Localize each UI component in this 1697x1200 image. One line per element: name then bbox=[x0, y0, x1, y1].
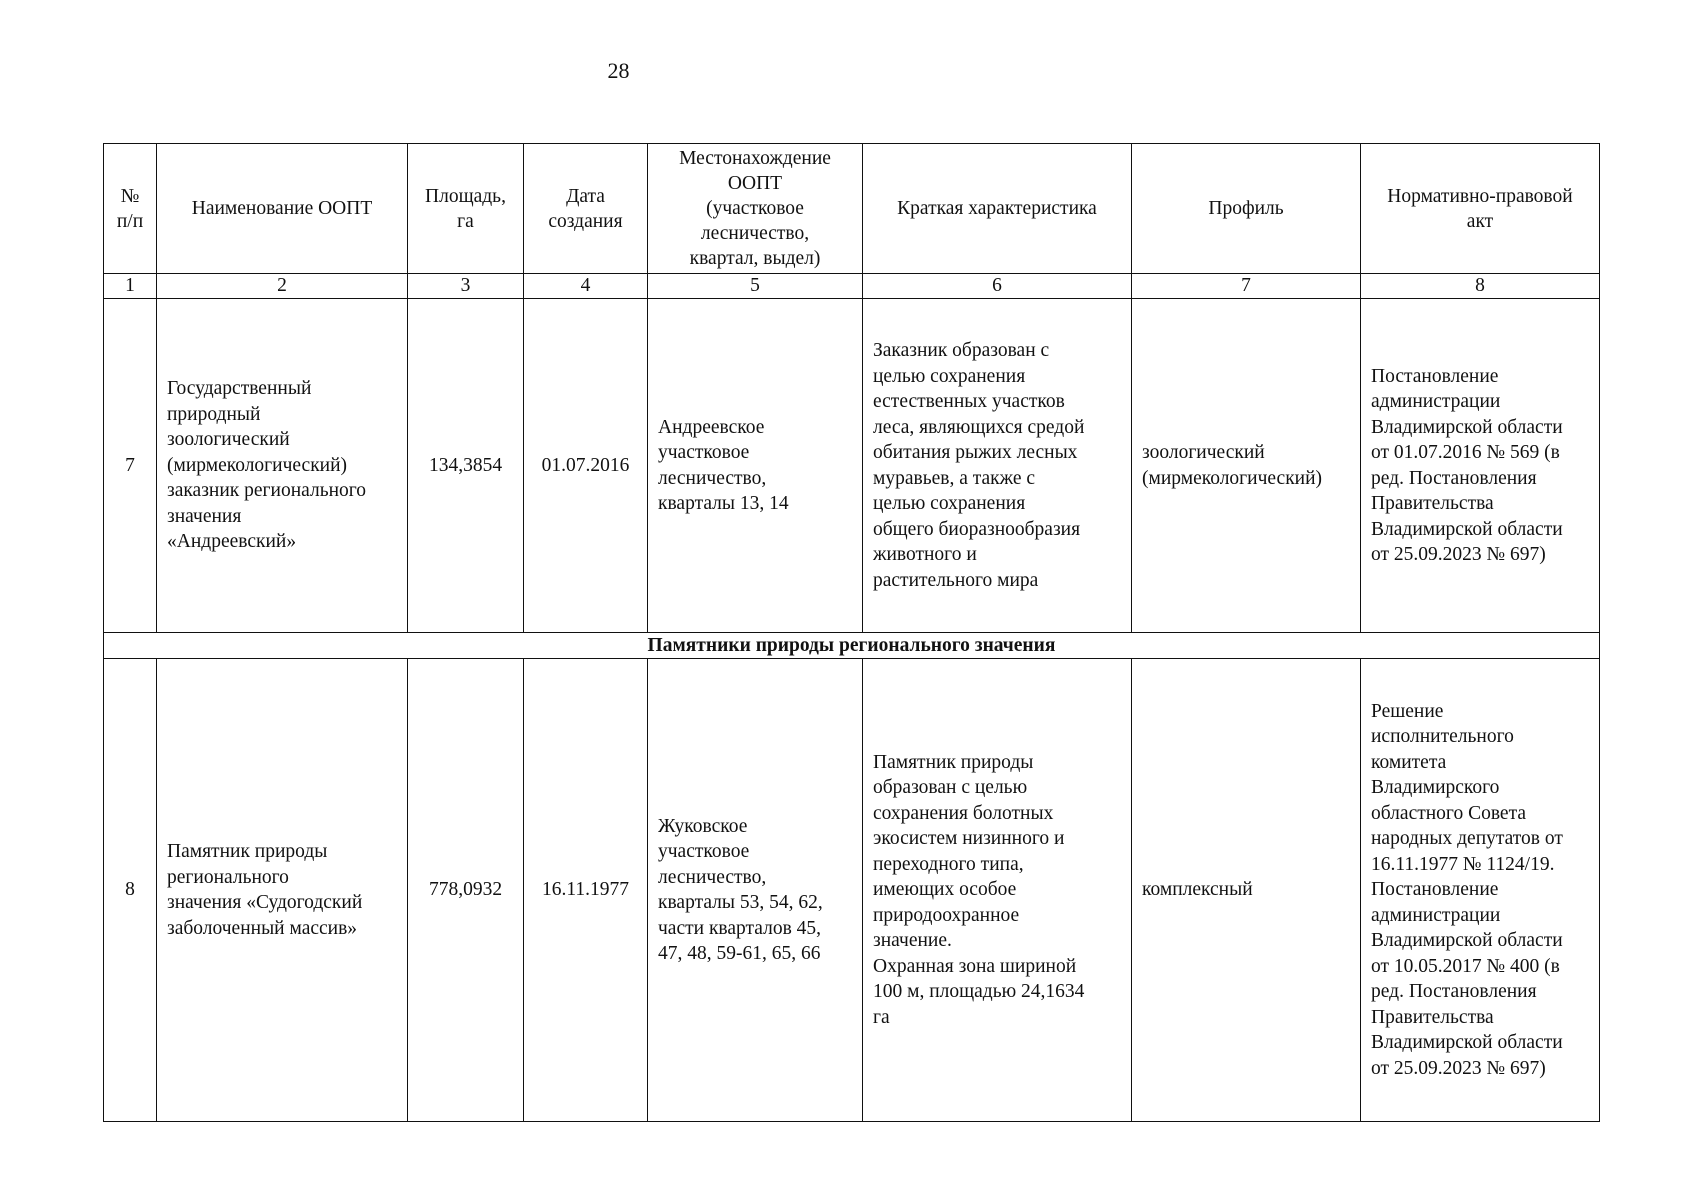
header-name: Наименование ООПТ bbox=[157, 144, 408, 274]
row-number: 7 bbox=[104, 299, 157, 633]
column-number: 3 bbox=[408, 274, 524, 299]
column-number: 7 bbox=[1132, 274, 1361, 299]
header-description: Краткая характеристика bbox=[863, 144, 1132, 274]
column-number: 6 bbox=[863, 274, 1132, 299]
header-area: Площадь, га bbox=[408, 144, 524, 274]
section-heading-row bbox=[104, 633, 1600, 659]
creation-date: 16.11.1977 bbox=[524, 659, 648, 1122]
section-title: Памятники природы регионального значения bbox=[104, 633, 1600, 659]
location: Андреевское участковое лесничество, кварталы 13, 14 bbox=[648, 299, 863, 633]
table-row bbox=[104, 659, 1600, 1122]
row-number: 8 bbox=[104, 659, 157, 1122]
table-header-row bbox=[104, 144, 1600, 274]
column-number-row bbox=[104, 274, 1600, 299]
legal-act: Решение исполнительного комитета Владимирского областного Совета народных депутатов от 16.11.1977 № 1124/19. Постановление администрации Владимирской области от 10.05.2017 № 400 (в ред. Постановления Правительства Владимирской области от 25.09.2023 № 697) bbox=[1361, 659, 1600, 1122]
legal-act: Постановление администрации Владимирской области от 01.07.2016 № 569 (в ред. Постановления Правительства Владимирской области от 25.09.2023 № 697) bbox=[1361, 299, 1600, 633]
location: Жуковское участковое лесничество, кварталы 53, 54, 62, части кварталов 45, 47, 48, 59-61, 65, 66 bbox=[648, 659, 863, 1122]
column-number: 5 bbox=[648, 274, 863, 299]
area-name: Памятник природы регионального значения «Судогодский заболоченный массив» bbox=[157, 659, 408, 1122]
table-row bbox=[104, 299, 1600, 633]
profile: зоологический (мирмекологический) bbox=[1132, 299, 1361, 633]
description: Заказник образован с целью сохранения естественных участков леса, являющихся средой обитания рыжих лесных муравьев, а также с целью сохранения общего биоразнообразия животного и растительного мира bbox=[863, 299, 1132, 633]
profile: комплексный bbox=[1132, 659, 1361, 1122]
area-size: 134,3854 bbox=[408, 299, 524, 633]
column-number: 2 bbox=[157, 274, 408, 299]
header-location: Местонахождение ООПТ (участковое лесничество, квартал, выдел) bbox=[648, 144, 863, 274]
column-number: 8 bbox=[1361, 274, 1600, 299]
description: Памятник природы образован с целью сохранения болотных экосистем низинного и переходного типа, имеющих особое природоохранное значение. Охранная зона шириной 100 м, площадью 24,1634 га bbox=[863, 659, 1132, 1122]
header-profile: Профиль bbox=[1132, 144, 1361, 274]
area-name: Государственный природный зоологический (мирмекологический) заказник регионального значения «Андреевский» bbox=[157, 299, 408, 633]
creation-date: 01.07.2016 bbox=[524, 299, 648, 633]
header-date: Дата создания bbox=[524, 144, 648, 274]
area-size: 778,0932 bbox=[408, 659, 524, 1122]
protected-areas-table bbox=[103, 143, 1600, 1122]
column-number: 4 bbox=[524, 274, 648, 299]
header-legal-act: Нормативно-правовой акт bbox=[1361, 144, 1600, 274]
header-number: № п/п bbox=[104, 144, 157, 274]
page-number: 28 bbox=[607, 58, 630, 83]
column-number: 1 bbox=[104, 274, 157, 299]
